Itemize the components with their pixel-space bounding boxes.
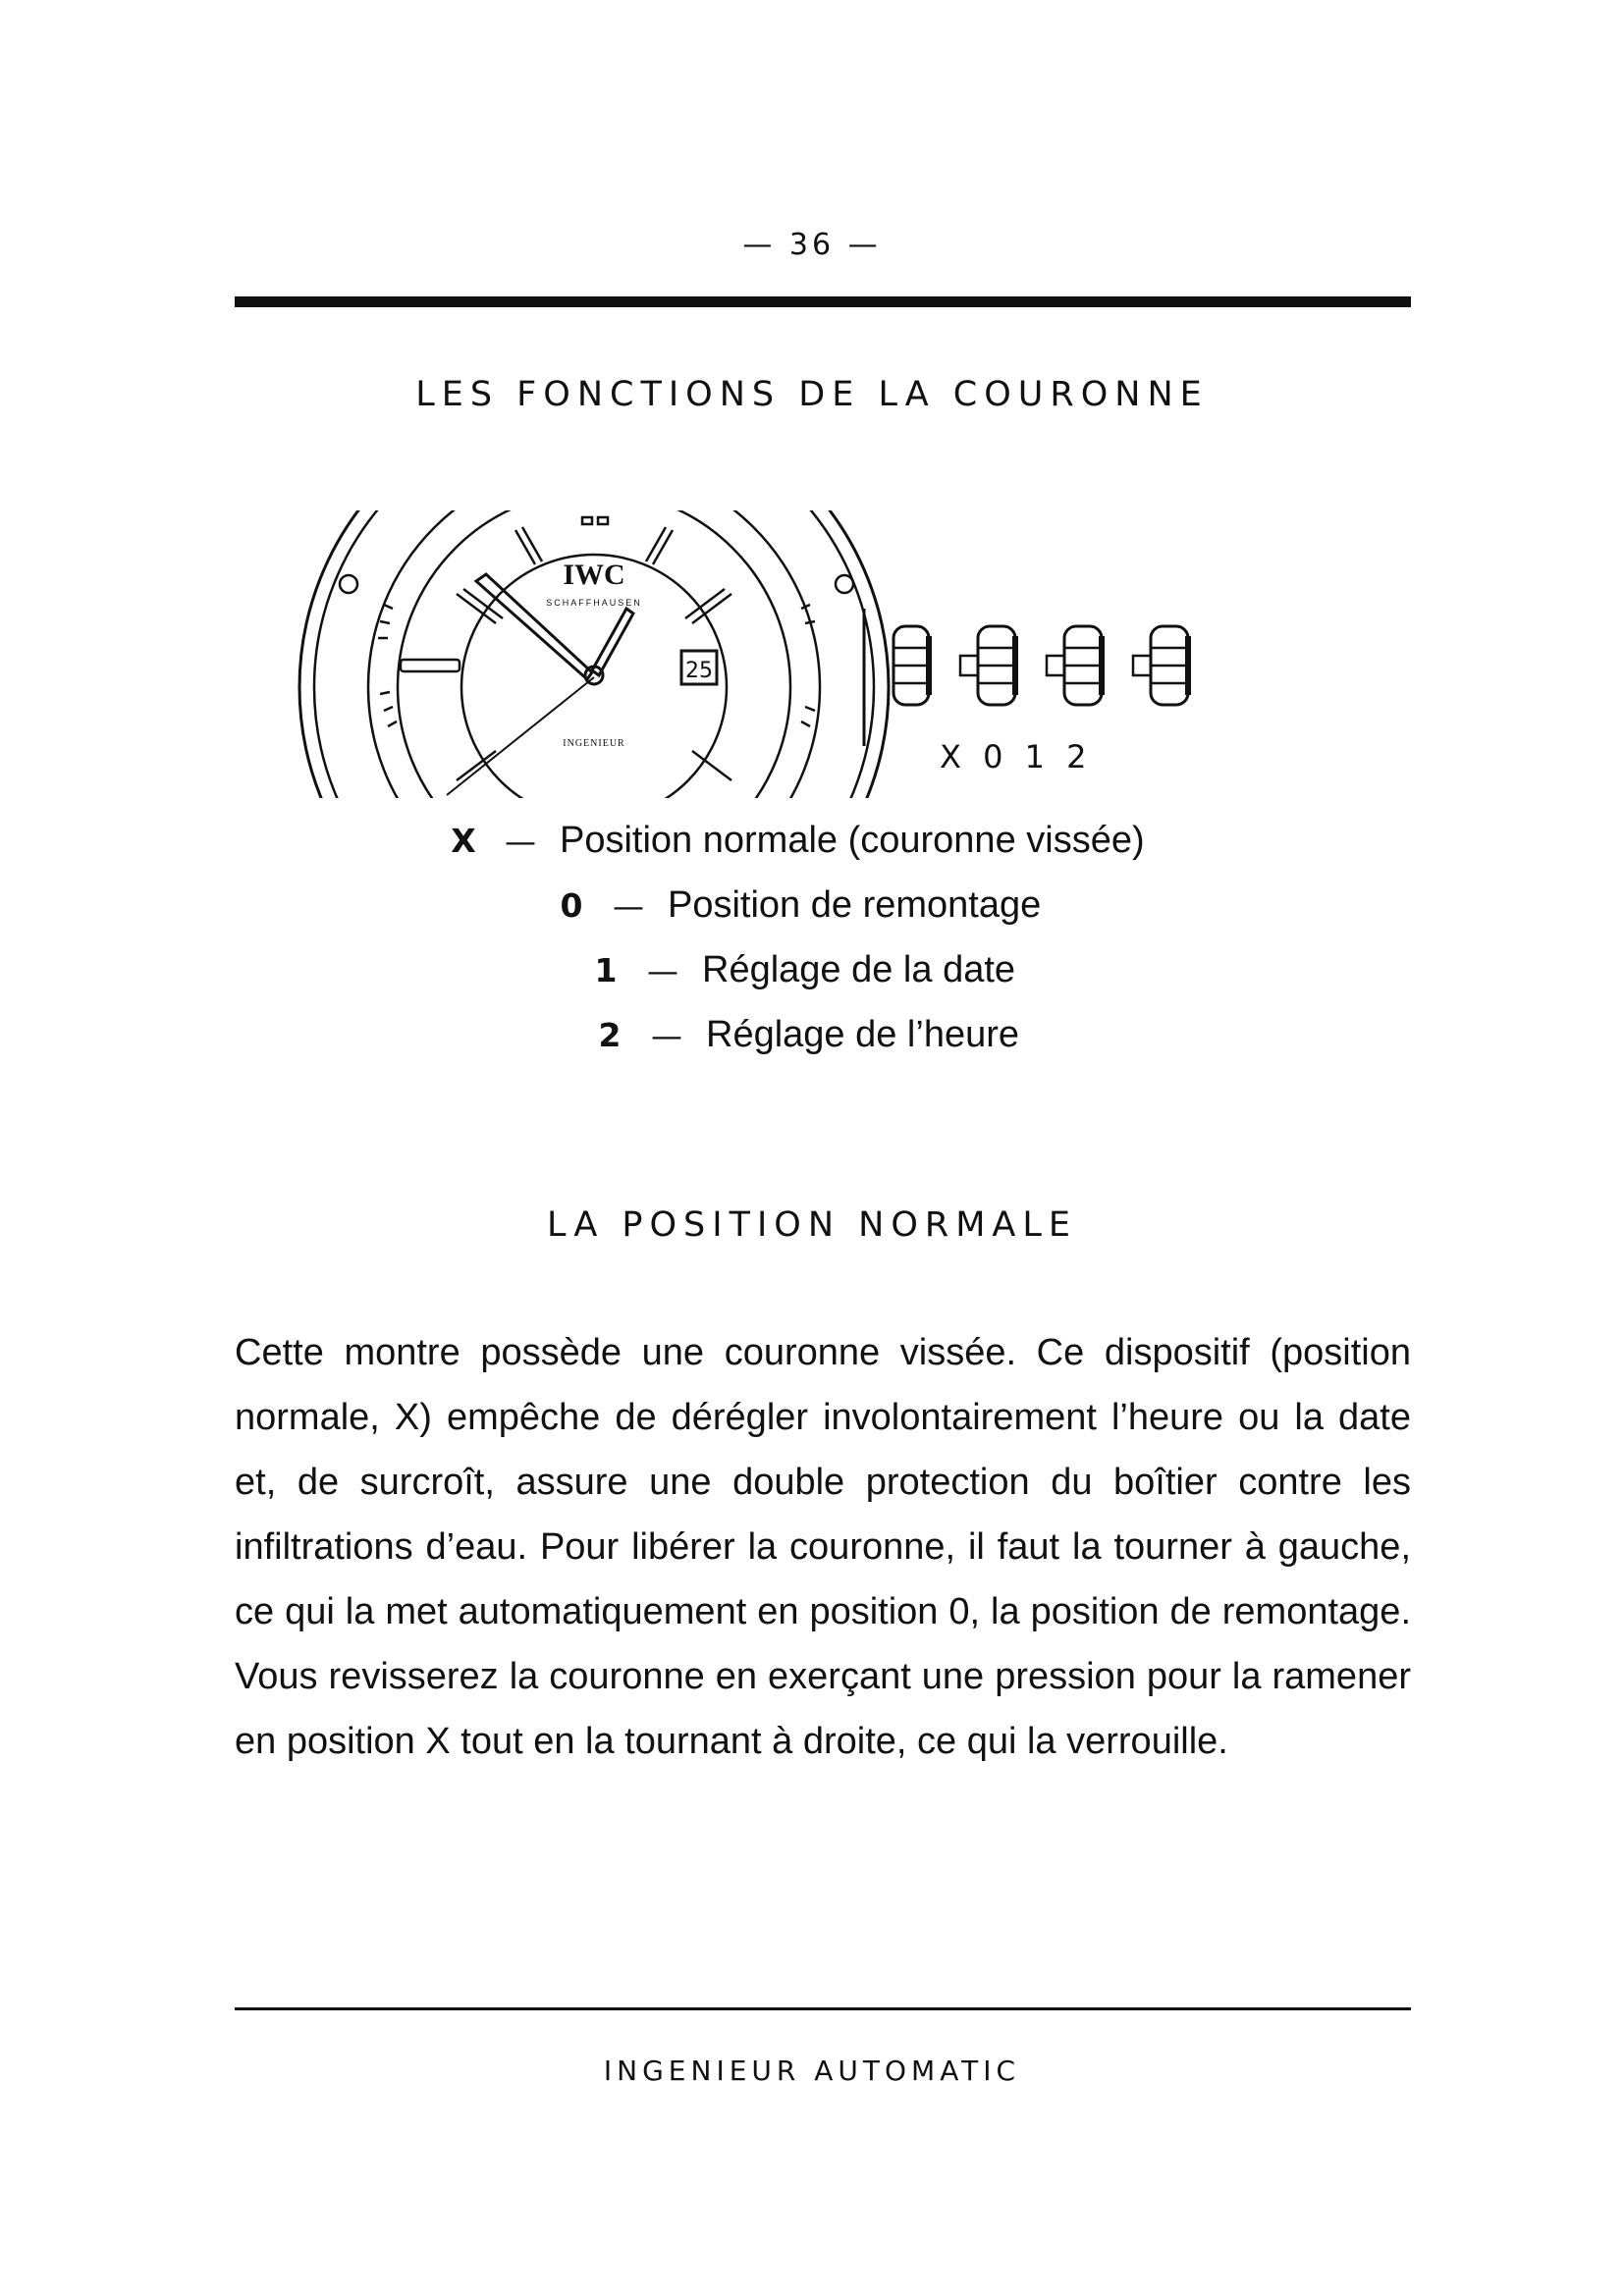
legend-key: X — [451, 822, 476, 860]
crown-position-1 — [1047, 626, 1102, 705]
legend-item-2 — [592, 1014, 1019, 1056]
watch-case — [299, 510, 889, 805]
date-number: 25 — [685, 659, 713, 683]
legend-text: Réglage de la date — [702, 949, 1016, 990]
legend-item-x — [446, 820, 1145, 862]
body-paragraph: Cette montre possède une couronne vissée. Ce dispositif (position normale, X) empêche de dérégler involontairement l’heure ou la date et, de surcroît, assure une double protection du boîtier contre les infiltrations d’eau. Pour libérer la couronne, il faut la tourner à gauche, ce qui la met automatiquement en position 0, la position de remontage. Vous revisserez la couronne en exerçant une pression pour la ramener en position X tout en la tournant à droite, ce qui la verrouille. — [235, 1332, 1411, 1762]
crown-position-2 — [1133, 626, 1188, 705]
legend-item-1 — [588, 949, 1015, 991]
brand-subtitle: SCHAFFHAUSEN — [546, 598, 642, 608]
crown-position-0 — [960, 626, 1015, 705]
legend-dash: — — [613, 887, 644, 925]
legend-key: 1 — [594, 951, 618, 989]
top-rule — [235, 296, 1411, 307]
section-title-normal-position: LA POSITION NORMALE — [547, 1205, 1077, 1245]
legend-text: Position de remontage — [668, 884, 1042, 926]
legend-text: Position normale (couronne vissée) — [560, 820, 1145, 861]
dial-model-name: INGENIEUR — [563, 738, 625, 749]
bottom-rule — [235, 2007, 1411, 2010]
crown-positions-label: X 0 1 2 — [940, 738, 1093, 775]
legend-key: 2 — [598, 1016, 622, 1054]
watch-crown-illustration — [295, 510, 1375, 805]
legend-dash: — — [647, 952, 678, 989]
page-number: — 36 — — [742, 228, 882, 262]
legend-dash: — — [505, 823, 536, 860]
legend-item-0 — [554, 884, 1041, 927]
section-title-crown-functions: LES FONCTIONS DE LA COURONNE — [415, 375, 1209, 414]
footer-title: INGENIEUR AUTOMATIC — [603, 2055, 1021, 2087]
legend-text: Réglage de l’heure — [706, 1014, 1020, 1055]
legend-key: 0 — [560, 886, 583, 925]
brand-logo: IWC — [563, 559, 625, 591]
legend-dash: — — [651, 1017, 682, 1054]
